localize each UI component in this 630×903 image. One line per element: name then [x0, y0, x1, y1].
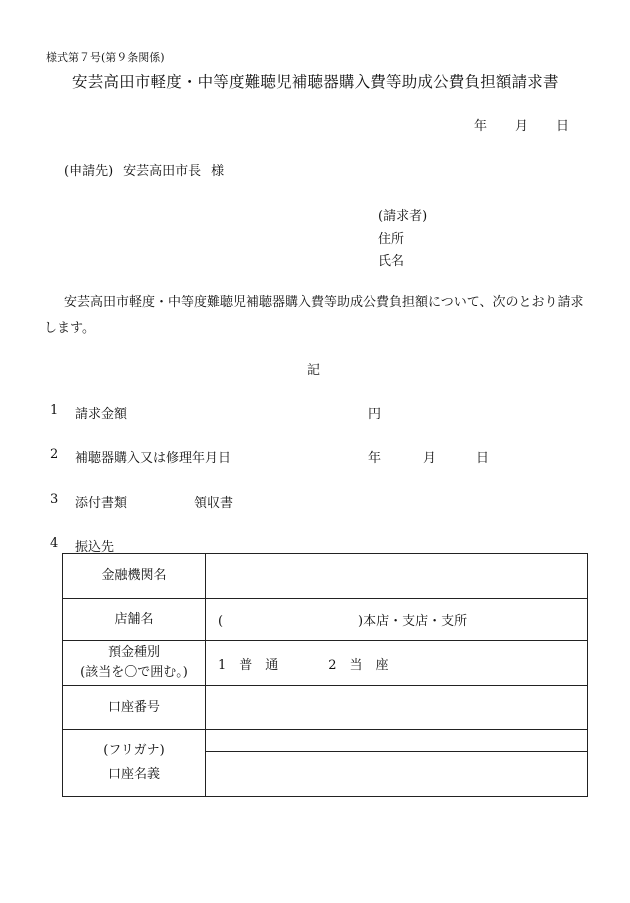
item-3-number: 3	[50, 492, 59, 507]
item-2-year: 年	[368, 451, 382, 466]
account-number-label: 口座番号	[63, 686, 206, 730]
branch-field[interactable]	[206, 599, 588, 641]
account-name-cell	[63, 730, 206, 797]
table-row	[63, 641, 588, 686]
account-number-field[interactable]	[206, 686, 588, 730]
branch-close-paren: )	[358, 614, 364, 629]
table-row	[63, 730, 588, 752]
account-type-option-current[interactable]: 2 当 座	[328, 657, 389, 673]
date-month: 月	[515, 119, 529, 134]
form-number: 様式第７号(第９条関係)	[46, 51, 165, 64]
branch-label: 店舗名	[63, 599, 206, 641]
item-1-unit: 円	[368, 407, 382, 422]
account-type-cell	[63, 641, 206, 686]
account-type-field[interactable]	[206, 641, 588, 686]
table-row	[63, 686, 588, 730]
item-2-number: 2	[50, 447, 59, 462]
item-1-number: 1	[50, 403, 59, 418]
branch-options: 本店・支店・支所	[363, 614, 468, 629]
date-year: 年	[474, 119, 488, 134]
account-type-option-ordinary[interactable]: 1 普 通	[218, 657, 279, 673]
recipient-label: (申請先)	[64, 164, 114, 179]
recipient-honorific: 様	[211, 164, 225, 179]
item-2-day: 日	[476, 451, 490, 466]
requester-label: (請求者)	[378, 209, 428, 224]
requester-name-label: 氏名	[378, 254, 405, 269]
furigana-field[interactable]	[206, 730, 588, 752]
bank-name-label: 金融機関名	[63, 554, 206, 599]
item-4-label: 振込先	[75, 540, 115, 555]
account-type-note: (該当を〇で囲む。)	[80, 665, 188, 680]
recipient-line	[64, 160, 224, 179]
item-2-label: 補聴器購入又は修理年月日	[75, 451, 232, 466]
requester-address-label: 住所	[378, 232, 405, 247]
account-name-field[interactable]	[206, 752, 588, 797]
item-2-month: 月	[423, 451, 437, 466]
recipient-name: 安芸高田市長	[123, 164, 202, 179]
branch-open-paren: (	[218, 614, 224, 629]
table-row	[63, 554, 588, 599]
request-statement: 安芸高田市軽度・中等度難聴児補聴器購入費等助成公費負担額について、次のとおり請求します。	[44, 295, 584, 336]
table-row	[63, 599, 588, 641]
account-type-label: 預金種別	[107, 645, 160, 660]
date-day: 日	[556, 119, 570, 134]
item-4-number: 4	[50, 536, 59, 551]
page-title: 安芸高田市軽度・中等度難聴児補聴器購入費等助成公費負担額請求書	[72, 73, 559, 91]
account-name-label: 口座名義	[107, 767, 160, 782]
item-3-value: 領収書	[194, 496, 234, 511]
item-3-label: 添付書類	[75, 496, 128, 511]
furigana-label: (フリガナ)	[103, 743, 165, 758]
bank-name-field[interactable]	[206, 554, 588, 599]
item-1-label: 請求金額	[75, 407, 128, 422]
ki-heading: 記	[307, 363, 321, 378]
bank-transfer-table	[62, 553, 588, 797]
